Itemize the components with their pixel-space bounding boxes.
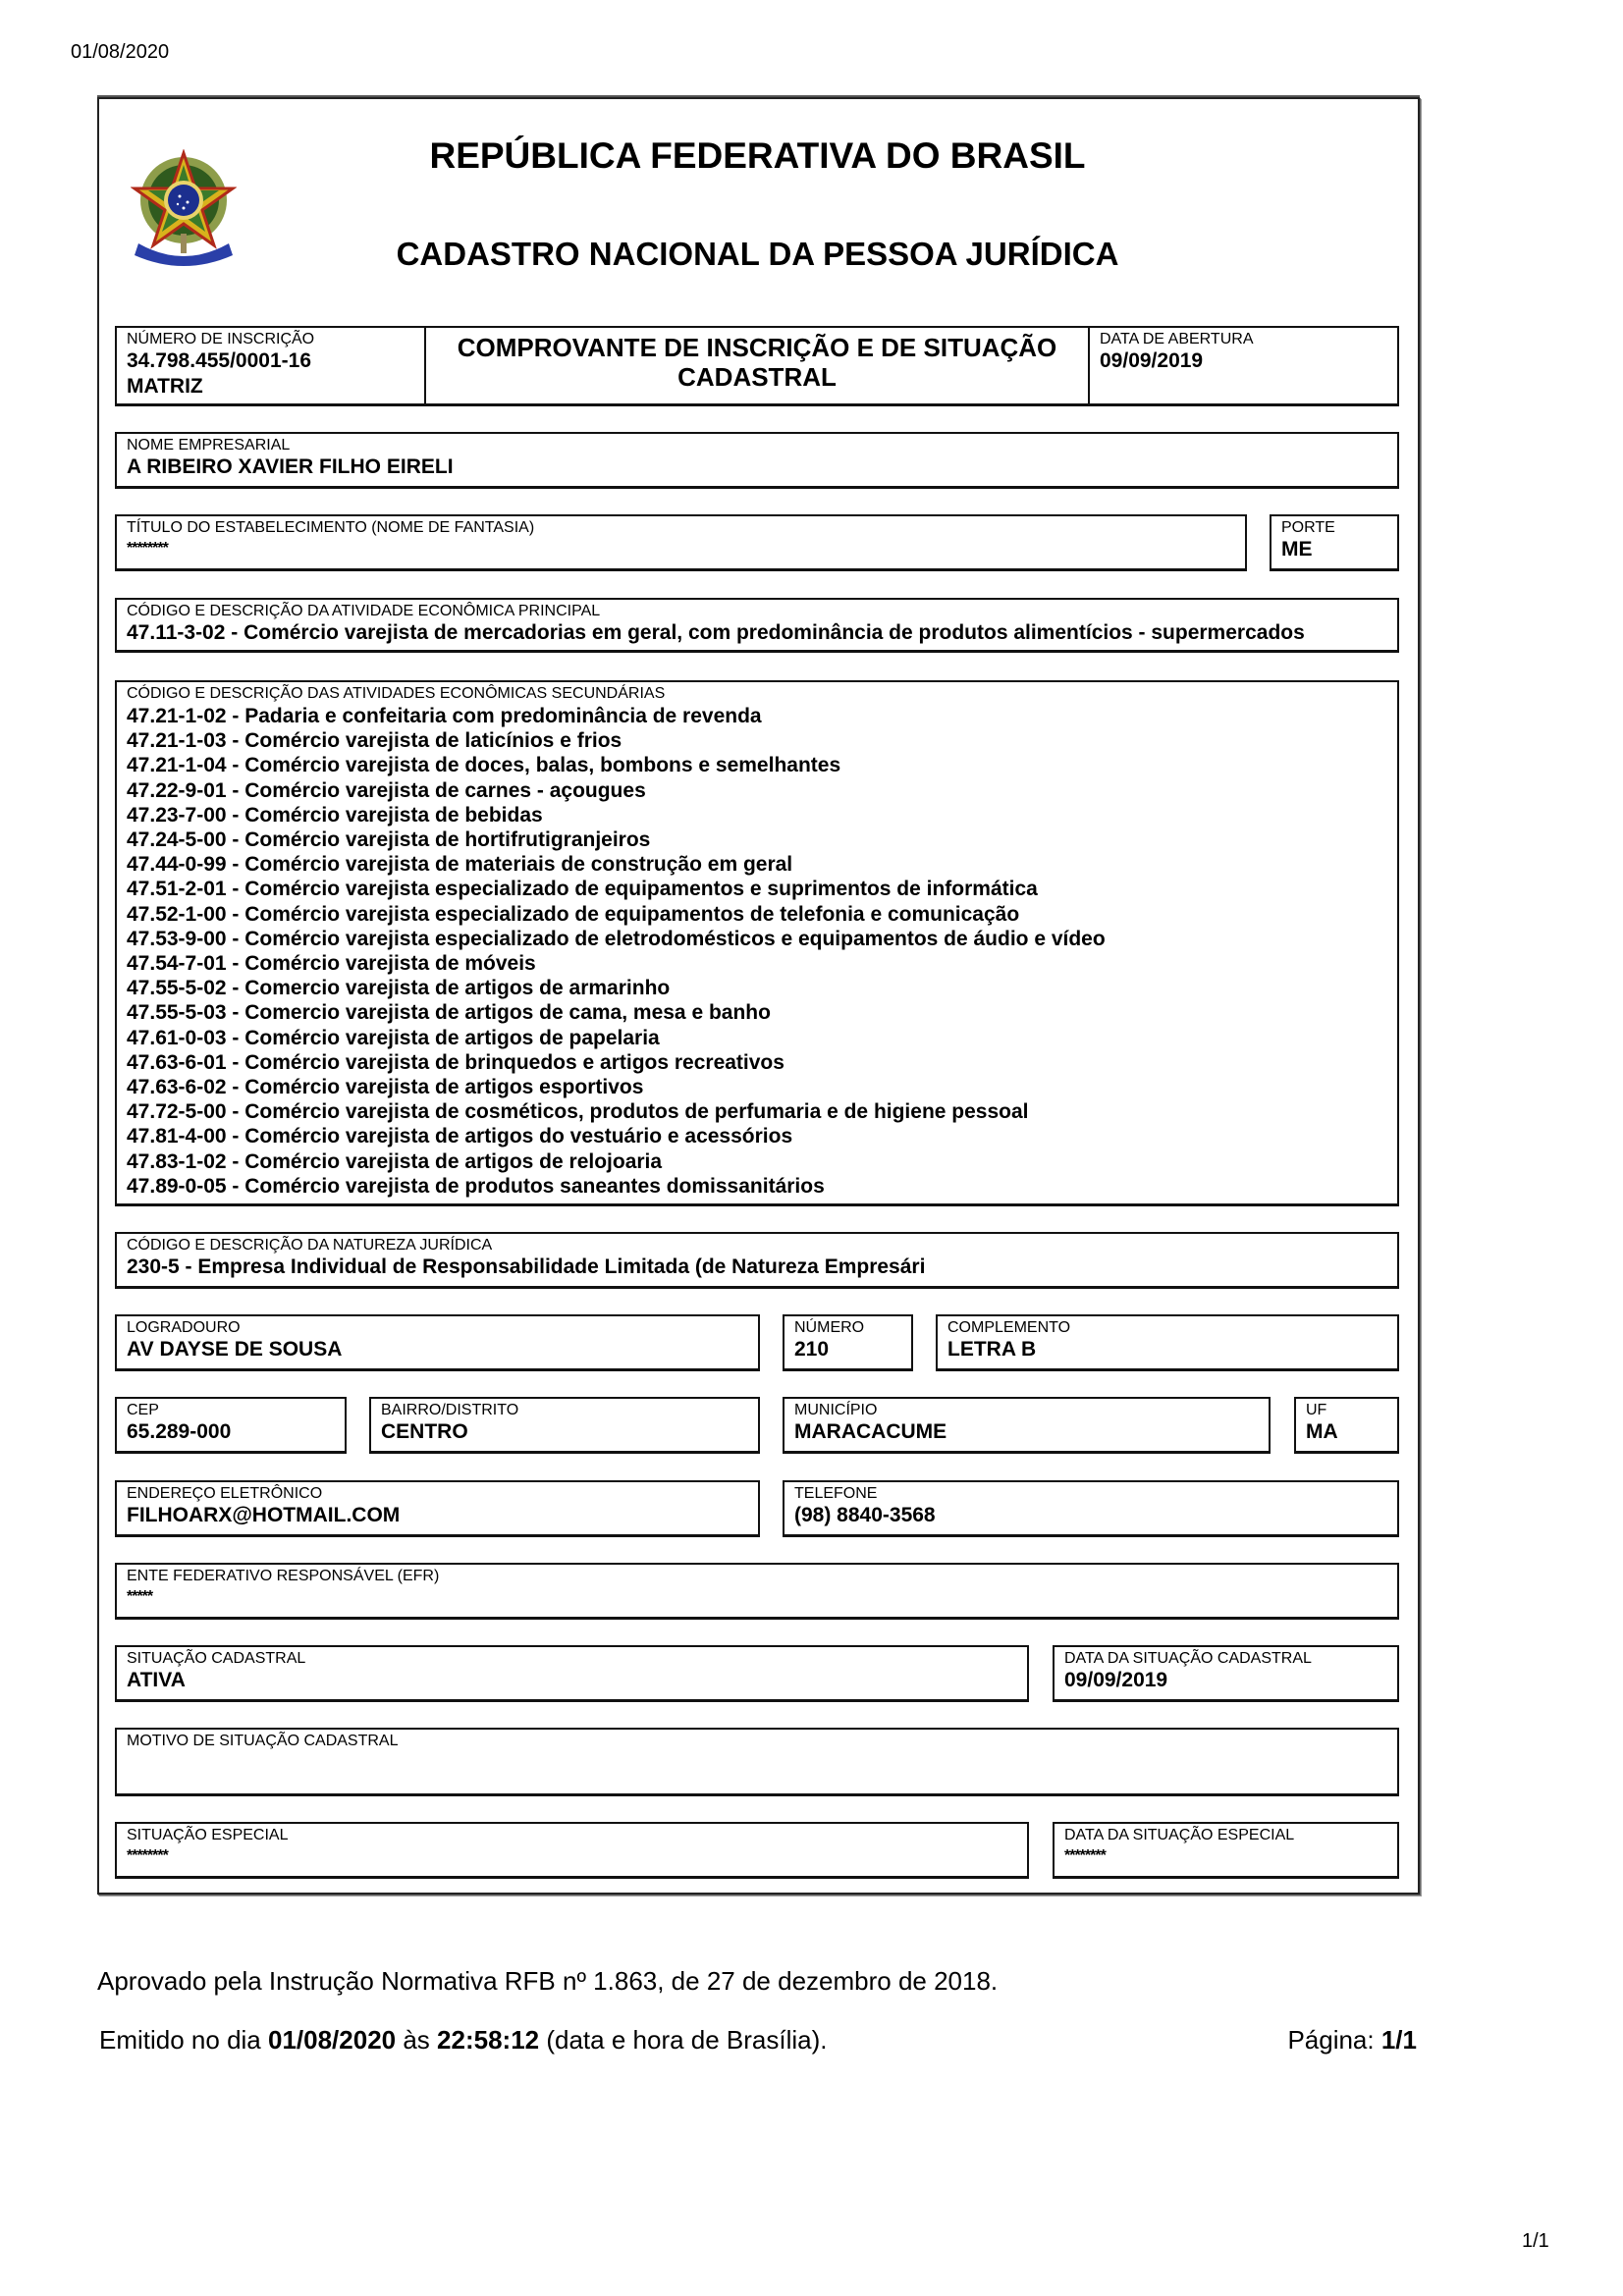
logradouro-box [115, 1314, 760, 1371]
uf-value: MA [1306, 1420, 1338, 1443]
data-situacao-especial-label: DATA DA SITUAÇÃO ESPECIAL [1064, 1827, 1295, 1843]
email-value: FILHOARX@HOTMAIL.COM [127, 1504, 401, 1526]
atividade-principal-value: 47.11-3-02 - Comércio varejista de mercadorias em geral, com predominância de produtos alimentícios - supermercados [127, 621, 1305, 644]
data-situacao-cadastral-box [1053, 1645, 1399, 1702]
complemento-value: LETRA B [947, 1338, 1037, 1361]
titulo-estabelecimento-label: TÍTULO DO ESTABELECIMENTO (NOME DE FANTASIA) [127, 519, 535, 536]
print-page-count: 1/1 [1522, 2230, 1549, 2252]
list-item: 47.21-1-04 - Comércio varejista de doces, balas, bombons e semelhantes [127, 754, 841, 777]
approval-note: Aprovado pela Instrução Normativa RFB nº 1.863, de 27 de dezembro de 2018. [97, 1966, 999, 1996]
porte-value: ME [1281, 538, 1313, 561]
atividade-principal-box [115, 598, 1399, 653]
list-item: 47.21-1-02 - Padaria e confeitaria com predominância de revenda [127, 705, 762, 727]
abertura-label: DATA DE ABERTURA [1100, 331, 1254, 347]
page-indicator [1278, 2025, 1417, 2056]
doc-title-box [424, 326, 1090, 406]
emission-note [99, 2025, 828, 2056]
titulo-estabelecimento-box [115, 514, 1247, 571]
inscricao-tipo: MATRIZ [127, 375, 203, 398]
emission-date: 01/08/2020 [267, 2025, 397, 2055]
efr-label: ENTE FEDERATIVO RESPONSÁVEL (EFR) [127, 1568, 440, 1584]
list-item: 47.52-1-00 - Comércio varejista especializado de equipamentos de telefonia e comunicação [127, 902, 1020, 926]
situacao-cadastral-value: ATIVA [127, 1669, 186, 1691]
list-item: 47.24-5-00 - Comércio varejista de hortifrutigranjeiros [127, 828, 651, 852]
abertura-box [1088, 326, 1399, 406]
emission-mid: às [396, 2025, 438, 2055]
atividades-secundarias-list [127, 704, 1106, 1199]
inscricao-value: 34.798.455/0001-16 [127, 349, 312, 372]
efr-box [115, 1563, 1399, 1620]
efr-value: ***** [127, 1588, 153, 1605]
page-label: Página: [1287, 2025, 1381, 2055]
cep-value: 65.289-000 [127, 1420, 232, 1443]
bairro-value: CENTRO [381, 1420, 468, 1443]
list-item: 47.83-1-02 - Comércio varejista de artigos de relojoaria [127, 1149, 663, 1173]
municipio-value: MARACACUME [794, 1420, 947, 1443]
data-situacao-especial-value: ******** [1064, 1847, 1106, 1864]
registry-title: CADASTRO NACIONAL DA PESSOA JURÍDICA [396, 236, 1119, 272]
list-item: 47.63-6-01 - Comércio varejista de brinquedos e artigos recreativos [127, 1050, 784, 1074]
list-item: 47.53-9-00 - Comércio varejista especializado de eletrodomésticos e equipamentos de áudio e vídeo [127, 927, 1106, 950]
porte-label: PORTE [1281, 519, 1335, 536]
list-item: 47.22-9-01 - Comércio varejista de carnes - açougues [127, 778, 646, 802]
list-item: 47.54-7-01 - Comércio varejista de móveis [127, 952, 536, 976]
page-value: 1/1 [1380, 2025, 1417, 2055]
list-item: 47.21-1-03 - Comércio varejista de laticínios e frios [127, 729, 622, 753]
logradouro-label: LOGRADOURO [127, 1319, 241, 1336]
situacao-especial-label: SITUAÇÃO ESPECIAL [127, 1827, 289, 1843]
list-item: 47.72-5-00 - Comércio varejista de cosméticos, produtos de perfumaria e de higiene pessoal [127, 1100, 1029, 1124]
abertura-value: 09/09/2019 [1100, 349, 1204, 372]
telefone-value: (98) 8840-3568 [794, 1504, 936, 1526]
list-item: 47.61-0-03 - Comércio varejista de artigos de papelaria [127, 1026, 660, 1049]
data-situacao-cadastral-label: DATA DA SITUAÇÃO CADASTRAL [1064, 1650, 1312, 1667]
list-item: 47.23-7-00 - Comércio varejista de bebidas [127, 803, 543, 827]
doc-title-line2: CADASTRAL [677, 362, 837, 392]
numero-box [783, 1314, 913, 1371]
print-date: 01/08/2020 [71, 41, 170, 63]
atividades-secundarias-box [115, 680, 1399, 1206]
list-item: 47.63-6-02 - Comércio varejista de artigos esportivos [127, 1076, 644, 1099]
list-item: 47.81-4-00 - Comércio varejista de artigos do vestuário e acessórios [127, 1125, 793, 1148]
porte-box [1270, 514, 1399, 571]
natureza-juridica-box [115, 1232, 1399, 1289]
atividade-principal-label: CÓDIGO E DESCRIÇÃO DA ATIVIDADE ECONÔMICA PRINCIPAL [127, 603, 601, 619]
complemento-box [936, 1314, 1399, 1371]
telefone-box [783, 1480, 1399, 1537]
titulo-estabelecimento-value: ******** [127, 540, 168, 557]
bairro-label: BAIRRO/DISTRITO [381, 1402, 519, 1418]
list-item: 47.55-5-03 - Comercio varejista de artigos de cama, mesa e banho [127, 1001, 771, 1025]
uf-box [1294, 1397, 1399, 1454]
natureza-juridica-label: CÓDIGO E DESCRIÇÃO DA NATUREZA JURÍDICA [127, 1237, 493, 1254]
emission-time: 22:58:12 [437, 2025, 540, 2055]
logradouro-value: AV DAYSE DE SOUSA [127, 1338, 343, 1361]
situacao-cadastral-box [115, 1645, 1029, 1702]
municipio-label: MUNICÍPIO [794, 1402, 878, 1418]
email-label: ENDEREÇO ELETRÔNICO [127, 1485, 323, 1502]
uf-label: UF [1306, 1402, 1327, 1418]
list-item: 47.51-2-01 - Comércio varejista especializado de equipamentos e suprimentos de informática [127, 878, 1038, 901]
situacao-especial-value: ******** [127, 1847, 168, 1864]
numero-value: 210 [794, 1338, 830, 1361]
bairro-box [369, 1397, 760, 1454]
data-situacao-cadastral-value: 09/09/2019 [1064, 1669, 1168, 1691]
emission-suffix: (data e hora de Brasília). [539, 2025, 828, 2055]
list-item: 47.44-0-99 - Comércio varejista de materiais de construção em geral [127, 853, 793, 877]
situacao-especial-box [115, 1822, 1029, 1879]
situacao-cadastral-label: SITUAÇÃO CADASTRAL [127, 1650, 306, 1667]
natureza-juridica-value: 230-5 - Empresa Individual de Responsabilidade Limitada (de Natureza Empresári [127, 1255, 926, 1278]
doc-title [426, 333, 1088, 392]
cep-label: CEP [127, 1402, 159, 1418]
inscricao-label: NÚMERO DE INSCRIÇÃO [127, 331, 315, 347]
list-item: 47.55-5-02 - Comercio varejista de artigos de armarinho [127, 977, 671, 1000]
republic-title: REPÚBLICA FEDERATIVA DO BRASIL [429, 135, 1086, 176]
atividades-secundarias-label: CÓDIGO E DESCRIÇÃO DAS ATIVIDADES ECONÔMICAS SECUNDÁRIAS [127, 685, 666, 702]
email-box [115, 1480, 760, 1537]
complemento-label: COMPLEMENTO [947, 1319, 1071, 1336]
data-situacao-especial-box [1053, 1822, 1399, 1879]
telefone-label: TELEFONE [794, 1485, 878, 1502]
nome-empresarial-box [115, 432, 1399, 489]
list-item: 47.89-0-05 - Comércio varejista de produtos saneantes domissanitários [127, 1174, 825, 1198]
emission-prefix: Emitido no dia [99, 2025, 268, 2055]
numero-label: NÚMERO [794, 1319, 865, 1336]
nome-empresarial-value: A RIBEIRO XAVIER FILHO EIRELI [127, 455, 454, 478]
doc-title-line1: COMPROVANTE DE INSCRIÇÃO E DE SITUAÇÃO [457, 333, 1057, 362]
municipio-box [783, 1397, 1271, 1454]
cep-box [115, 1397, 347, 1454]
motivo-situacao-box [115, 1728, 1399, 1796]
inscricao-box [115, 326, 426, 406]
motivo-situacao-label: MOTIVO DE SITUAÇÃO CADASTRAL [127, 1733, 399, 1749]
nome-empresarial-label: NOME EMPRESARIAL [127, 437, 291, 454]
